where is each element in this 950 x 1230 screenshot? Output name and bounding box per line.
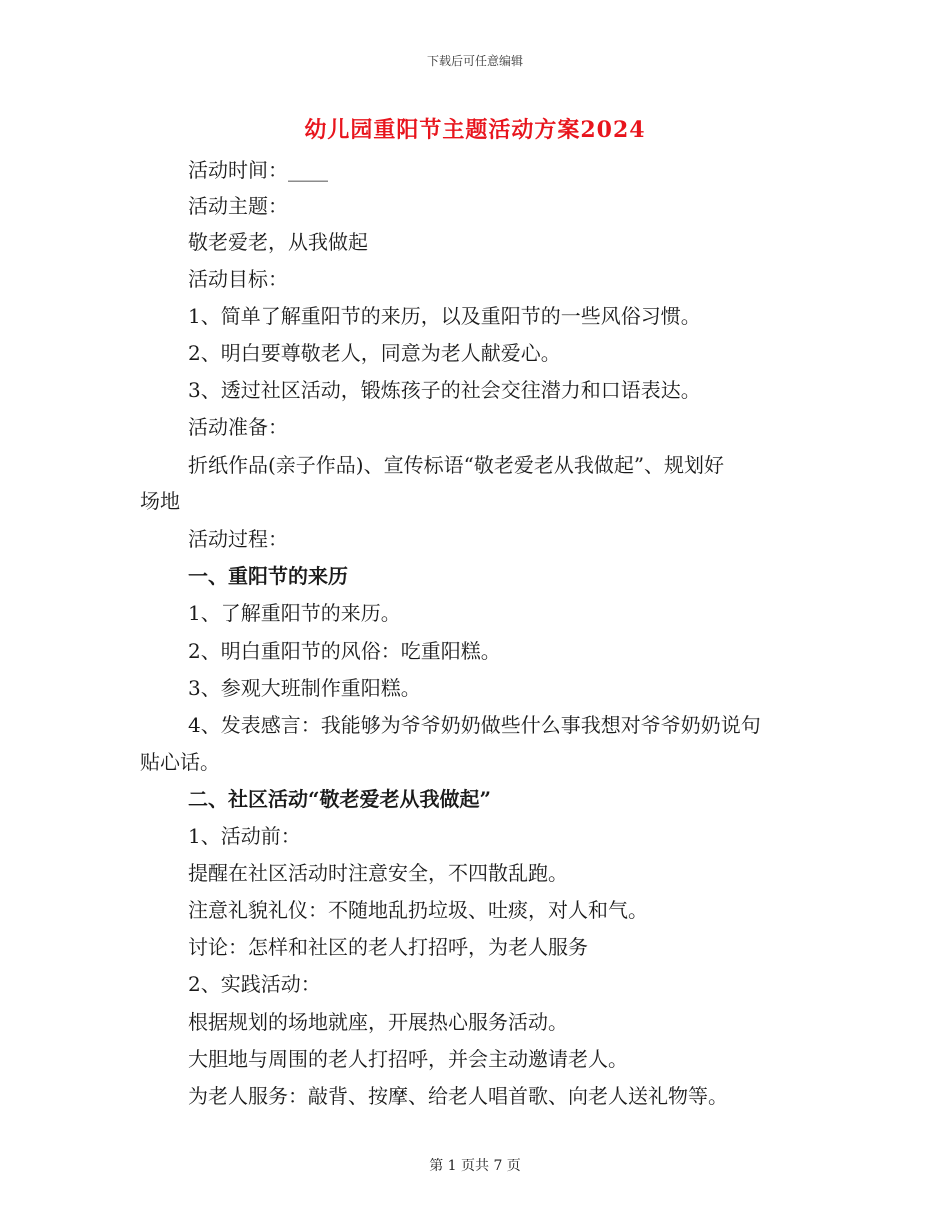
- activity-theme-label: 活动主题：: [188, 194, 288, 218]
- section2-step-1-text-3: 讨论：怎样和社区的老人打招呼，为老人服务: [188, 935, 588, 959]
- section2-step-2-text-2: 大胆地与周围的老人打招呼，并会主动邀请老人。: [188, 1047, 628, 1071]
- section1-item-4-continued: 贴心话。: [140, 750, 220, 774]
- page-number-footer: 第 1 页共 7 页: [429, 1158, 521, 1174]
- section2-step-1-label: 1、活动前：: [188, 824, 301, 848]
- section2-step-1-text-1: 提醒在社区活动时注意安全，不四散乱跑。: [188, 861, 568, 885]
- section-heading-1: 一、重阳节的来历: [188, 564, 348, 588]
- activity-goals-label: 活动目标：: [188, 267, 288, 291]
- section1-item-1: 1、了解重阳节的来历。: [188, 601, 401, 625]
- goal-item-3: 3、透过社区活动，锻炼孩子的社会交往潜力和口语表达。: [188, 378, 701, 402]
- section1-item-2: 2、明白重阳节的风俗：吃重阳糕。: [188, 639, 501, 663]
- preparation-text: 折纸作品(亲子作品)、宣传标语“敬老爱老从我做起”、规划好: [188, 453, 725, 477]
- section2-step-1-text-2: 注意礼貌礼仪：不随地乱扔垃圾、吐痰，对人和气。: [188, 898, 648, 922]
- section1-item-3: 3、参观大班制作重阳糕。: [188, 676, 421, 700]
- activity-time-line: 活动时间：____: [188, 158, 328, 182]
- header-note: 下载后可任意编辑: [426, 54, 523, 68]
- section2-step-2-label: 2、实践活动：: [188, 972, 321, 996]
- section1-item-4: 4、发表感言：我能够为爷爷奶奶做些什么事我想对爷爷奶奶说句: [188, 713, 761, 737]
- preparation-text-continued: 场地: [140, 489, 180, 513]
- section2-step-2-text-3: 为老人服务：敲背、按摩、给老人唱首歌、向老人送礼物等。: [188, 1084, 728, 1108]
- process-label: 活动过程：: [188, 527, 288, 551]
- goal-item-2: 2、明白要尊敬老人，同意为老人献爱心。: [188, 341, 561, 365]
- goal-item-1: 1、简单了解重阳节的来历，以及重阳节的一些风俗习惯。: [188, 304, 701, 328]
- preparation-label: 活动准备：: [188, 415, 288, 439]
- section2-step-2-text-1: 根据规划的场地就座，开展热心服务活动。: [188, 1010, 568, 1034]
- activity-theme-text: 敬老爱老，从我做起: [188, 230, 368, 254]
- section-heading-2: 二、社区活动“敬老爱老从我做起”: [188, 787, 492, 811]
- document-title: 幼儿园重阳节主题活动方案2024: [304, 117, 646, 143]
